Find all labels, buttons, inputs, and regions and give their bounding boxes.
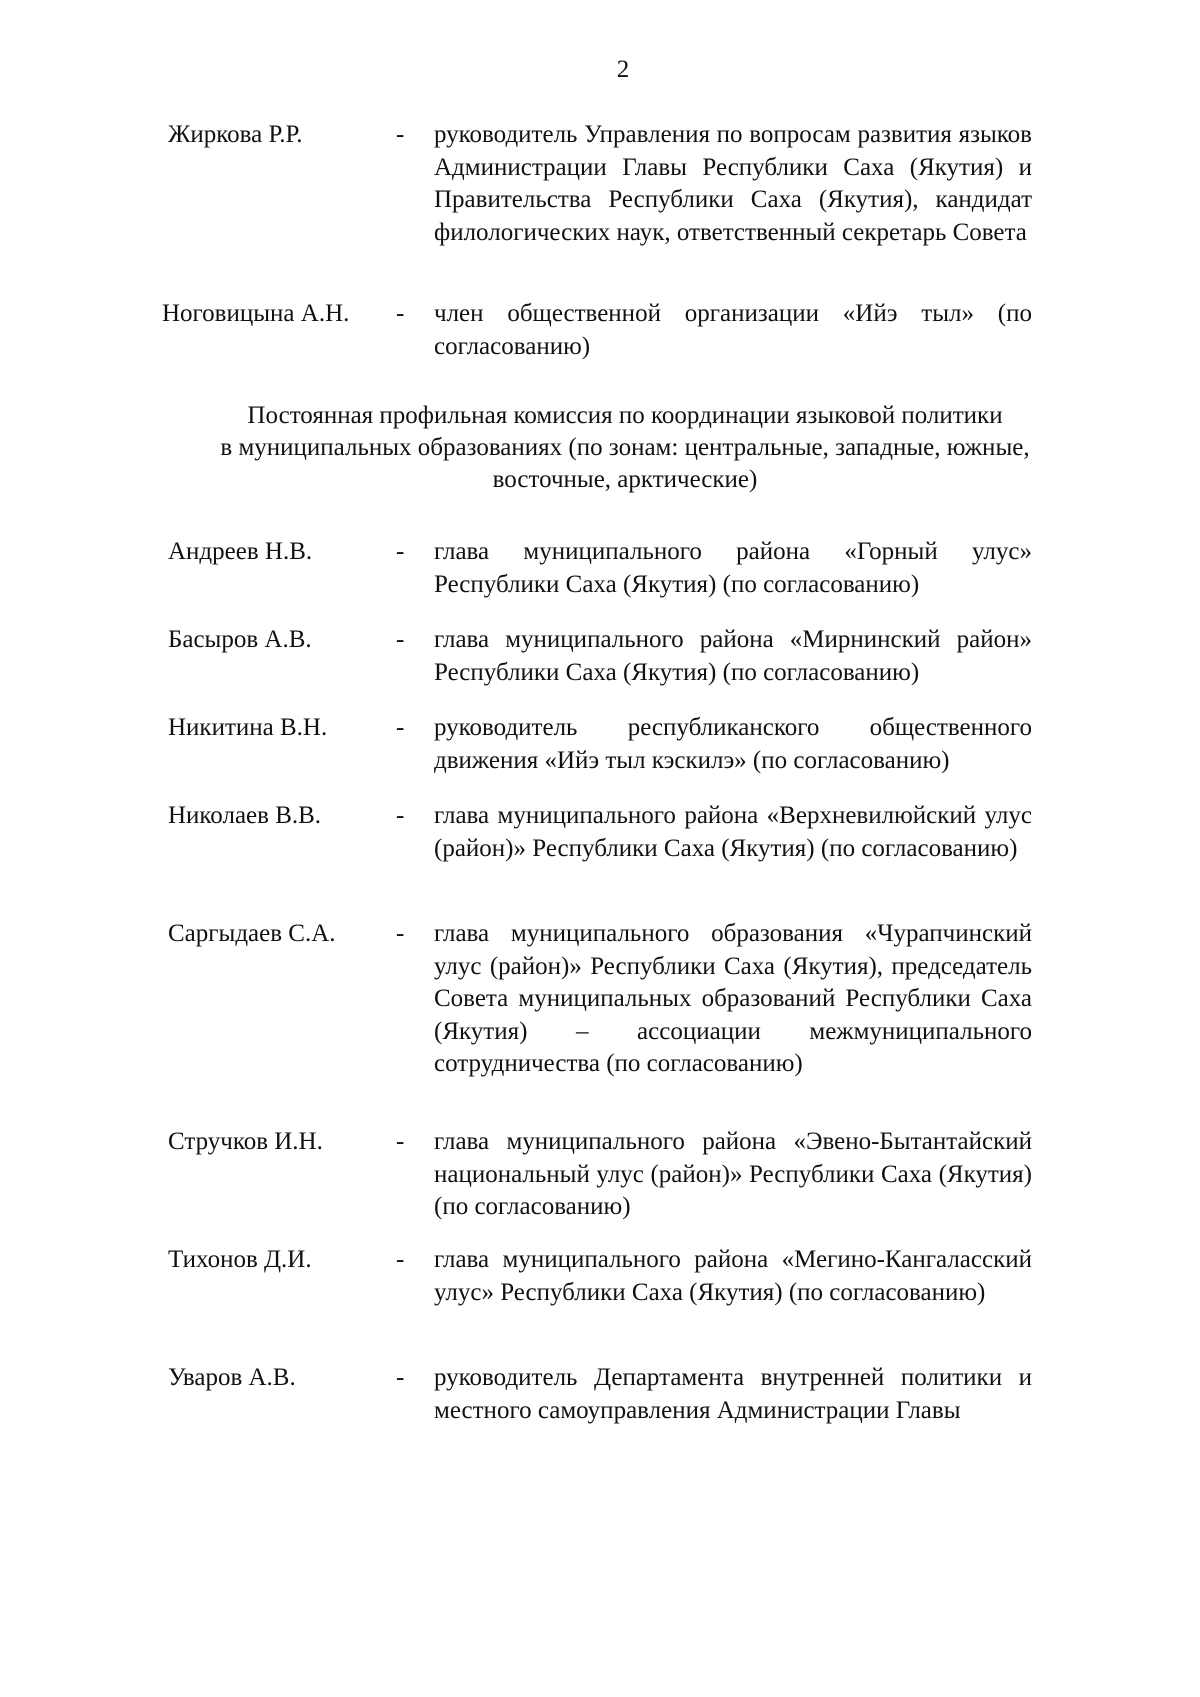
member-description: член общественной организации «Ийэ тыл» (по согласованию) (434, 300, 1032, 360)
member-dash: - (396, 300, 405, 327)
member-name: Николаев В.В. (168, 802, 322, 829)
member-description: глава муниципального района «Горный улус» Республики Саха (Якутия) (по согласованию) (434, 538, 1032, 598)
member-description: руководитель Департамента внутренней политики и местного самоуправления Администрации Главы (434, 1364, 1032, 1424)
member-name: Саргыдаев С.А. (168, 920, 336, 947)
member-name: Уваров А.В. (168, 1364, 296, 1391)
member-name: Жиркова Р.Р. (168, 121, 303, 148)
member-description: руководитель Управления по вопросам развития языков Администрации Главы Республики Саха (Якутия) и Правительства Республики Саха (Якутия), кандидат филологических наук, ответственный секретарь Совета (434, 121, 1032, 246)
member-dash: - (396, 1128, 405, 1155)
member-description: глава муниципального района «Эвено-Бытантайский национальный улус (район)» Республики Саха (Якутия) (по согласованию) (434, 1128, 1032, 1220)
member-name: Тихонов Д.И. (168, 1246, 312, 1273)
page-number: 2 (616, 56, 630, 83)
member-dash: - (396, 714, 405, 741)
commission-title-line: Постоянная профильная комиссия по координации языковой политики (247, 402, 1003, 429)
member-dash: - (396, 920, 405, 947)
member-name: Никитина В.Н. (168, 714, 328, 741)
member-dash: - (396, 121, 405, 148)
member-name: Ноговицына А.Н. (162, 300, 350, 327)
member-dash: - (396, 1246, 405, 1273)
member-name: Стручков И.Н. (168, 1128, 323, 1155)
member-name: Басыров А.В. (168, 626, 312, 653)
member-dash: - (396, 626, 405, 653)
commission-title-line: восточные, арктические) (492, 466, 758, 493)
member-description: глава муниципального района «Верхневилюйский улус (район)» Республики Саха (Якутия) (по согласованию) (434, 802, 1032, 862)
member-dash: - (396, 538, 405, 565)
commission-title-line: в муниципальных образованиях (по зонам: центральные, западные, южные, (220, 434, 1030, 461)
member-description: глава муниципального образования «Чурапчинский улус (район)» Республики Саха (Якутия), председатель Совета муниципальных образований Республики Саха (Якутия) – ассоциации межмуниципального сотрудничества (по согласованию) (434, 920, 1032, 1077)
member-name: Андреев Н.В. (168, 538, 313, 565)
commission-title (130, 400, 1120, 496)
member-dash: - (396, 1364, 405, 1391)
member-description: глава муниципального района «Мегино-Кангаласский улус» Республики Саха (Якутия) (по согласованию) (434, 1246, 1032, 1306)
member-description: руководитель республиканского общественного движения «Ийэ тыл кэскилэ» (по согласованию) (434, 714, 1032, 774)
member-dash: - (396, 802, 405, 829)
member-description: глава муниципального района «Мирнинский район» Республики Саха (Якутия) (по согласованию) (434, 626, 1032, 686)
